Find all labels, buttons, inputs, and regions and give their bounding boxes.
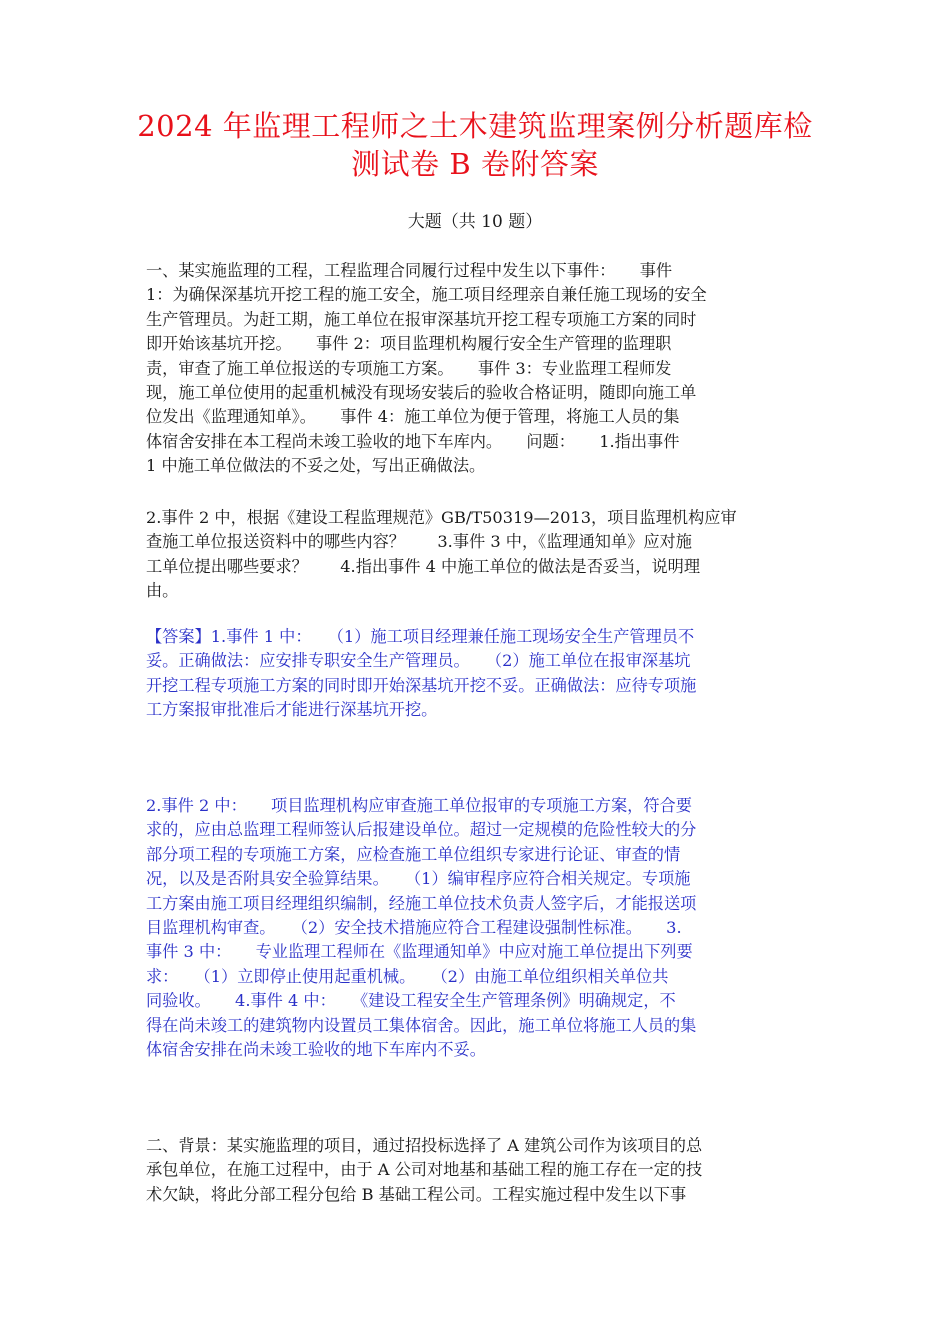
question-2 [146,1134,818,1207]
text-line: 责，审查了施工单位报送的专项施工方案。 事件 3：专业监理工程师发 [146,358,672,378]
text-line: 得在尚未竣工的建筑物内设置员工集体宿舍。因此，施工单位将施工人员的集 [146,1015,697,1035]
answer-1-part-2 [146,794,818,1062]
text-line: 工方案报审批准后才能进行深基坑开挖。 [146,700,438,720]
document-title-line-1: 2024 年监理工程师之土木建筑监理案例分析题库检 [137,109,813,143]
text-line: 目监理机构审查。 （2）安全技术措施应符合工程建设强制性标准。 3. [146,918,682,938]
text-line: 查施工单位报送资料中的哪些内容？ 3.事件 3 中，《监理通知单》应对施 [146,532,692,552]
text-line: 开挖工程专项施工方案的同时即开始深基坑开挖不妥。正确做法：应待专项施 [146,675,697,695]
text-line: 术欠缺，将此分部工程分包给 B 基础工程公司。工程实施过程中发生以下事 [146,1184,687,1204]
text-line: 工单位提出哪些要求？ 4.指出事件 4 中施工单位的做法是否妥当，说明理 [146,556,701,576]
document-title-line-2: 测试卷 B 卷附答案 [351,147,599,181]
text-line: 求的，应由总监理工程师签认后报建设单位。超过一定规模的危险性较大的分 [146,820,697,840]
text-line: 2.事件 2 中： 项目监理机构应审查施工单位报审的专项施工方案，符合要 [146,796,692,815]
question-1-part-1 [146,259,818,479]
text-line: 工方案由施工项目经理组织编制，经施工单位技术负责人签字后，才能报送项 [146,893,697,913]
text-line: 生产管理员。为赶工期，施工单位在报审深基坑开挖工程专项施工方案的同时 [146,309,697,329]
question-1-part-2 [146,506,818,604]
text-line: 承包单位，在施工过程中，由于 A 公司对地基和基础工程的施工存在一定的技 [146,1160,703,1180]
text-line: 妥。正确做法：应安排专职安全生产管理员。 （2）施工单位在报审深基坑 [146,651,691,671]
text-line: 体宿舍安排在尚未竣工验收的地下车库内不妥。 [146,1040,486,1060]
text-line: 1 中施工单位做法的不妥之处，写出正确做法。 [146,456,486,476]
section-header: 大题（共 10 题） [407,212,543,232]
text-line: 部分项工程的专项施工方案，应检查施工单位组织专家进行论证、审查的情 [146,844,681,864]
text-line: 求： （1）立即停止使用起重机械。 （2）由施工单位组织相关单位共 [146,966,669,986]
text-line: 即开始该基坑开挖。 事件 2：项目监理机构履行安全生产管理的监理职 [146,334,672,354]
text-line: 位发出《监理通知单》。 事件 4：施工单位为便于管理，将施工人员的集 [146,407,680,427]
answer-1-part-1 [146,625,818,723]
text-line: 1：为确保深基坑开挖工程的施工安全，施工项目经理亲自兼任施工现场的安全 [146,285,707,305]
text-line: 现，施工单位使用的起重机械没有现场安装后的验收合格证明，随即向施工单 [146,383,697,403]
text-line: 2.事件 2 中，根据《建设工程监理规范》GB/T50319—2013，项目监理机构应审 [146,508,737,527]
text-line: 体宿舍安排在本工程尚未竣工验收的地下车库内。 问题： 1.指出事件 [146,431,680,451]
text-line: 事件 3 中： 专业监理工程师在《监理通知单》中应对施工单位提出下列要 [146,942,693,962]
text-line: 况，以及是否附具安全验算结果。 （1）编审程序应符合相关规定。专项施 [146,869,691,889]
text-line: 由。 [146,581,179,601]
text-line: 同验收。 4.事件 4 中： 《建设工程安全生产管理条例》明确规定，不 [146,991,676,1011]
text-line: 【答案】1.事件 1 中： （1）施工项目经理兼任施工现场安全生产管理员不 [146,627,695,646]
text-line: 二、背景：某实施监理的项目，通过招投标选择了 A 建筑公司作为该项目的总 [146,1136,703,1155]
text-line: 一、某实施监理的工程，工程监理合同履行过程中发生以下事件： 事件 [146,261,673,280]
